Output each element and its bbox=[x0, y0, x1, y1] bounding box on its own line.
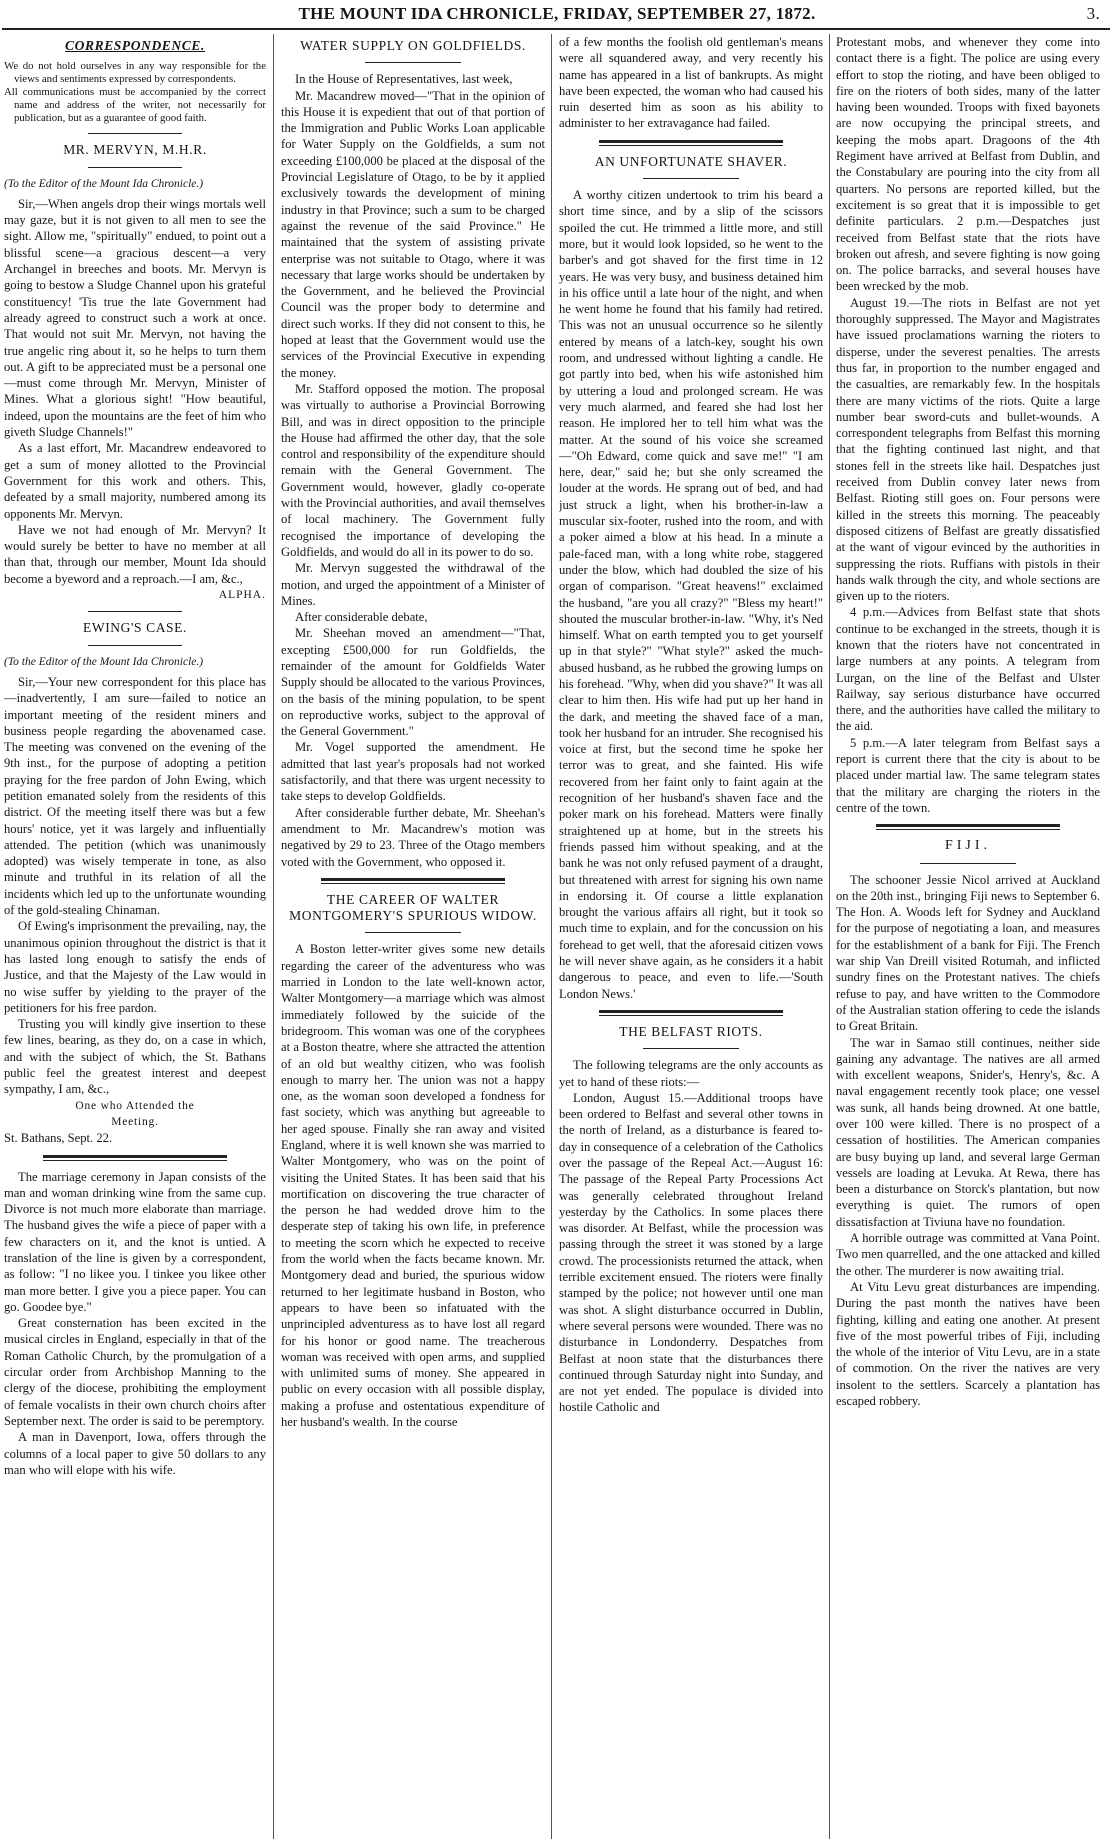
article-paragraph: In the House of Representatives, last week, bbox=[295, 72, 513, 87]
article-heading: THE BELFAST RIOTS. bbox=[619, 1023, 763, 1039]
article-paragraph: At Vitu Levu great disturbances are impending. During the past month the natives have been fighting, killing and eating one another. At present five of the most powerful tribes of Fiji, including the whole of the interior of Vitu Levu, are in a state of commotion. On the river the natives are very insolent to the settlers. Scarcely a plantation has escaped robbery. bbox=[836, 1279, 1100, 1409]
article-paragraph: After considerable debate, bbox=[295, 610, 428, 625]
masthead bbox=[0, 0, 1114, 28]
column-rule bbox=[273, 34, 274, 1839]
page-number: 3. bbox=[1086, 4, 1100, 23]
article-paragraph: 4 p.m.—Advices from Belfast state that shots continue to be exchanged in the streets, though it is known that the rioters have not concentrated in large numbers at any points. A telegram from Lurgan, on the line of the Belfast and Ulster Railway, say serious disturbance have occurred there, and the authorities have called the military to the aid. bbox=[836, 605, 1100, 734]
article-paragraph: London, August 15.—Additional troops have been ordered to Belfast and several other towns in the north of Ireland, as a disturbance is feared to-day in consequence of a celebration of the Catholics over the passage of the Repeal Act.—August 16: The passage of the Repeal Party Processions Act was generally celebrated throughout Ireland yesterday by the Catholics. In some places there was disorder. At Belfast, while the procession was passing through the street it was stoned by a large crowd. The processionists returned the attack, when terrible excitement ensued. The rioters were finally stamped by the police; not however until one man was shot. A slight disturbance occurred in Dublin, where several persons were wounded. There was no disturbance in Londonderry. Despatches from Belfast at noon state that the disturbances there continued through Saturday night into Sunday, and are not yet ended. The populace is divided into hostile Catholic and bbox=[559, 1090, 823, 1415]
article-paragraph: The marriage ceremony in Japan consists of the man and woman drinking wine from the same cup. Divorce is not much more elaborate than marriage. The husband gives the wife a piece of paper with a few characters on it, and the knot is untied. A translation of the line is given by a correspondent, as follow: "I no likee you. I tinkee you likee other man more better. I give you a piece paper. You can go. Goodee bye." bbox=[4, 1169, 266, 1314]
article-heading: AN UNFORTUNATE SHAVER. bbox=[594, 153, 788, 169]
signature: One who Attended the bbox=[75, 1099, 195, 1112]
column-2 bbox=[281, 34, 545, 1839]
article-paragraph: A Boston letter-writer gives some new details regarding the career of the adventuress who was married in London to the late well-known actor, Walter Montgomery—a marriage which was almost immediately followed by the suicide of the bridegroom. This woman was one of the coryphees at a Boston theatre, where she attracted the attention of an old but wealthy citizen, who was foolish enough to marry her. The union was not a happy one, as the woman soon developed a fondness for fast society, which was anything but agreeable to her aged spouse. Finally she ran away and visited England, where it is well known she was married to Walter Montgomery, who was on the point of visiting the United States. It has been said that his mortification on discovering the true character of the person he had wedded drove him to the desperate step of taking his own life, in preference to meeting the scorn which he expected to receive from the world when the facts became known. Mr. Montgomery dead and buried, the spurious widow returned to her legitimate husband in Boston, who appears to have been so infatuated with the unprincipled adventuress as to have lost all regard for his honor or good name. The treacherous woman was received with open arms, and supplied with unlimited sums of money. She appeared in public on every occasion with all possible display, making a profuse and ostentatious expenditure of her husband's wealth. In the course bbox=[281, 942, 545, 1430]
divider bbox=[643, 1048, 738, 1049]
article-paragraph: Have we not had enough of Mr. Mervyn? It would surely be better to have no member at all than that, through our member, Mount Ida should become a byeword and a reproach.—I am, &c., bbox=[4, 522, 266, 586]
column-3 bbox=[559, 34, 823, 1839]
article-heading: WATER SUPPLY ON GOLDFIELDS. bbox=[300, 38, 526, 53]
article-heading: THE CAREER OF WALTER MONTGOMERY'S SPURIOUS WIDOW. bbox=[289, 891, 537, 924]
signature: Meeting. bbox=[111, 1115, 159, 1128]
column-1 bbox=[4, 34, 266, 1839]
article-paragraph: The following telegrams are the only accounts as yet to hand of these riots:— bbox=[559, 1058, 823, 1089]
notice-communications: All communications must be accompanied by the correct name and address of the writer, not necessarily for publication, but as a guarantee of good faith. bbox=[4, 86, 266, 125]
divider bbox=[365, 62, 460, 63]
article-paragraph: A worthy citizen undertook to trim his beard a short time since, and by a slip of the scissors spoiled the cut. He trimmed a little more, and still more, but it would look lopsided, so he went to the barber's and got shaved for the first time in 12 years. He was very busy, and business detained him in his office until a late hour of the night, and when he went home he found that his family had retired. This was not an unusual occurrence so he silently entered by means of a latch-key, sought his own room, and undressed without lighting a candle. He got partly into bed, when his wife astonished him by uttering a loud and prolonged scream. He was very much alarmed, and feared she had lost her reason. He implored her to tell him what was the matter. At the sound of his voice she screamed—"Oh Edward, come quick and save me!" "I am here, dear," said he; but she only screamed the louder at the words. He sprang out of bed, and had just struck a light, when his brother-in-law a muscular six-footer, rushed into the room, and with a poker aimed a blow at his head. In a minute a pale-faced man, with a long white robe, staggered under the blow, which had doubled the size of his organ of comparison. "Great heavens!" exclaimed the husband, "are you all crazy?" "Bless my heart!" shouted the muscular brother-in-law. "Why, it's Ned himself. What on earth tempted you to get yourself up in that style?" "What style?" asked the much-abused husband, as he rubbed the growing lumps on his forehead. "Why, when did you shave?" It was all clear to him then. His wife had put up her hand in the dark, and meeting the shaved face of a man, took her husband for an intruder. She recognised his voice at first, but the second time he spoke her terror was to great, and she fainted. His wife recovered from her faint only to faint again at the recognition of her husband's shaven face and the poker mark on his forehead. Matters were finally straightened up at home, but in the streets his friends passed him without speaking, and at the bank he was not only refused payment of a draught, but threatened with arrest for signing his own name in endorsing it. Of course a little explanation brought the various affairs all right, but it took so much time to explain, and for the concussion on his forehead to get well, that the aforesaid citizen vows he will never shave again, as he considers it a habit dangerous to peace, and even to life.—'South London News.' bbox=[559, 188, 823, 1001]
divider bbox=[365, 932, 460, 933]
masthead-rule bbox=[2, 28, 1110, 30]
article-paragraph: As a last effort, Mr. Macandrew endeavored to get a sum of money allotted to the Provincial Government for this work and others. This, defeated by a small majority, numbered among its opponents Mr. Mervyn. bbox=[4, 441, 266, 521]
editorial-notice bbox=[4, 60, 266, 125]
to-editor-line: (To the Editor of the Mount Ida Chronicle.) bbox=[4, 177, 204, 190]
article-paragraph: Trusting you will kindly give insertion to these few lines, bearing, as they do, on a case in which, and with the subject of which, the St. Bathans public feel the greatest interest and deepest sympathy, I am, &c., bbox=[4, 1017, 266, 1097]
divider bbox=[88, 611, 182, 612]
article-paragraph: The war in Samao still continues, neither side gaining any advantage. The natives are all armed with excellent weapons, Snider's, Henry's, &c. A naval engagement recently took place; one vessel was sunk, all hands being drowned. At one battle, over 100 were killed. There is no prospect of a cessation of hostilities. The American companies are busy buying up land, and several large German vessels are loading at Levuka. At Rewa, there has been a disturbance on Storck's plantation, but now everything is quiet. The rumors of open dissatisfaction at Tiviuna have no foundation. bbox=[836, 1035, 1100, 1229]
divider bbox=[88, 167, 182, 168]
column-rule bbox=[829, 34, 830, 1839]
to-editor-line: (To the Editor of the Mount Ida Chronicle.) bbox=[4, 655, 204, 668]
dateline: St. Bathans, Sept. 22. bbox=[4, 1131, 113, 1146]
article-paragraph: A man in Davenport, Iowa, offers through the columns of a local paper to give 50 dollars to any man who will elope with his wife. bbox=[4, 1430, 266, 1477]
signature: ALPHA. bbox=[218, 589, 266, 602]
divider bbox=[43, 1155, 226, 1161]
article-heading: EWING'S CASE. bbox=[83, 620, 187, 636]
article-paragraph: Mr. Vogel supported the amendment. He admitted that last year's proposals had not worked satisfactorily, and that there was urgent necessity to take steps to develop Goldfields. bbox=[281, 740, 545, 804]
masthead-title: THE MOUNT IDA CHRONICLE, FRIDAY, SEPTEMBER 27, 1872. bbox=[298, 4, 816, 23]
article-paragraph: After considerable further debate, Mr. Sheehan's amendment to Mr. Macandrew's motion was negatived by 29 to 23. Three of the Otago members voted with the Government, who opposed it. bbox=[281, 805, 545, 869]
divider bbox=[876, 824, 1061, 830]
article-paragraph: August 19.—The riots in Belfast are not yet thoroughly suppressed. The Mayor and Magistrates have issued proclamations warning the rioters to disperse, under the severest penalties. The arrests thus far, in proportion to the number engaged and the casualties, are remarkably few. In the hospitals there are many victims of the riots. Quite a large number bear sword-cuts and bullet-wounds. A correspondent telegraphs from Belfast this morning that the fighting continued last night, and that stones fell in the streets like hail. Despatches just received from Dublin convey later news from Belfast. Rioting still goes on. Four persons were killed in the streets this morning. The peaceably disposed citizens of Belfast are greatly dissatisfied at the want of vigour evinced by the authorities in suppressing the riots. Ruffians with pistols in their hands walk through the city, and whole sections are given up to the rioters. bbox=[836, 295, 1100, 604]
divider bbox=[599, 140, 784, 146]
column-4 bbox=[836, 34, 1100, 1839]
article-heading: MR. MERVYN, M.H.R. bbox=[63, 142, 207, 158]
divider bbox=[599, 1010, 784, 1016]
article-paragraph: 5 p.m.—A later telegram from Belfast says a report is current there that the city is about to be placed under martial law. The same telegram states that the military are charging the rioters in the centre of the town. bbox=[836, 735, 1100, 815]
article-paragraph: Sir,—When angels drop their wings mortals well may gaze, but it is not given to all men to see the sight. Allow me, "spiritually" endued, to point out a blissful scene—a gracious descent—a very Archangel in breeches and boots. Mr. Mervyn is going to bestow a Sludge Channel upon his grateful constituency! 'Tis true the late Government had already agreed to construct such a work at once. That would not suit Mr. Mervyn, not having the true angelic ring about it, so he helps to turn them out. A gift to be appreciated must be a personal one—must come through Mr. Mervyn, Minister of Mines. What a glorious sight! "How beautiful, indeed, upon the mountains are the feet of him who giveth Sludge Channels!" bbox=[4, 196, 266, 440]
article-paragraph: Great consternation has been excited in the musical circles in England, especially in that of the Roman Catholic Church, by the promulgation of a circular order from Archbishop Manning to the clergy of the diocese, prohibiting the employment of female vocalists in their own church choirs after September next. The order is said to be peremptory. bbox=[4, 1316, 266, 1428]
article-paragraph: Mr. Stafford opposed the motion. The proposal was virtually to authorise a Provincial Borrowing Bill, and was in direct opposition to the principle the House had affirmed the other day, that the sole control and responsibility of the expenditure should remain with the General Government. The Government would, however, gladly co-operate with the Provincial authorities, and avail themselves of local machinery. The Government fully recognised the importance of developing the Goldfields, and would do all in its power to do so. bbox=[281, 381, 545, 559]
divider bbox=[88, 645, 182, 646]
article-paragraph: The schooner Jessie Nicol arrived at Auckland on the 20th inst., bringing Fiji news to September 6. The Hon. A. Woods left for Sydney and Auckland for the purpose of negotiating a loan, and measures for the establishment of a bank for Fiji. The French war ship Van Dreill visited Rotumah, and inflicted sundry fines on the Protestant natives. The chiefs refuse to pay, and have written to the Commodore of the Australian station offering to cede the islands to Great Britain. bbox=[836, 872, 1100, 1034]
article-paragraph: Sir,—Your new correspondent for this place has—inadvertently, I am sure—failed to notice an important meeting of the resident miners and business people regarding the abovenamed case. The meeting was convened on the evening of the 9th inst., for the purpose of adopting a petition praying for the free pardon of John Ewing, which petition emanated solely from the residents of this district. Of the meeting itself there was but a few hours' notice, yet it was largely and influentially attended. The petition (which was unanimously adopted) was wisely temperate in tone, as also minute and truthful in its relation of all the incidents which led up to the unfortunate wounding of the gold-stealing Chinaman. bbox=[4, 674, 266, 918]
divider bbox=[643, 178, 738, 179]
article-paragraph: of a few months the foolish old gentleman's means were all squandered away, and very recently his name has appeared in a list of bankrupts. As might have been expected, the woman who had caused his ruin deserted him as soon as his ability to administer to her extravagance had failed. bbox=[559, 35, 823, 131]
article-paragraph: Mr. Mervyn suggested the withdrawal of the motion, and urged the appointment of a Minister of Mines. bbox=[281, 561, 545, 608]
article-paragraph: A horrible outrage was committed at Vana Point. Two men quarrelled, and the one attacked and killed the other. The murderer is now awaiting trial. bbox=[836, 1231, 1100, 1278]
article-paragraph: Of Ewing's imprisonment the prevailing, nay, the unanimous opinion throughout the district is that it has lasted long enough to satisfy the ends of Justice, and that the Majesty of the Law would in no wise suffer by yielding to the prayer of the petitioners for his free pardon. bbox=[4, 919, 266, 1015]
column-rule bbox=[551, 34, 552, 1839]
notice-views: We do not hold ourselves in any way responsible for the views and sentiments expressed by correspondents. bbox=[4, 60, 266, 86]
divider bbox=[321, 878, 506, 884]
article-paragraph: Protestant mobs, and whenever they come into contact there is a fight. The police are using every effort to stop the rioting, and have been obliged to fire on the rioters of both sides, many of the latter having been wounded. Troops with fixed bayonets are now occupying the principal streets, and keeping the mobs apart. Dragoons of the 4th Regiment have arrived at Belfast from Dublin, and the Constabulary are pouring into the city from all quarters. No persons are reported killed, but the excitement is so great that it is impossible to get definite particulars. 2 p.m.—Despatches just received from Belfast state that the riots have broken out afresh, and severe fighting is now going on. The police barracks, and several houses have been wrecked by the mob. bbox=[836, 35, 1100, 294]
article-paragraph: Mr. Macandrew moved—"That in the opinion of this House it is expedient that out of that portion of the Immigration and Public Works Loan applicable for Water Supply on the Goldfields, a sum not exceeding £100,000 be placed at the disposal of the Provincial Legislature of Otago, to be by it applied exclusively towards the development of mining industry in that Province; such a sum to be charged against the revenue of the said Province." He maintained that the system of assisting private enterprise was not suitable to Otago, where it was necessary that large works should be undertaken by the Government, and he believed the Provincial Council was the proper body to determine and direct such works. If they did not consent to this, he hoped at least that the Government would use the services of the Provincial Executive in expending the money. bbox=[281, 88, 545, 380]
divider bbox=[88, 133, 182, 134]
article-heading: FIJI. bbox=[944, 838, 992, 854]
divider bbox=[920, 863, 1015, 864]
article-paragraph: Mr. Sheehan moved an amendment—"That, excepting £500,000 for run Goldfields, the remainder of the amount for Goldfields Water Supply should be allocated to the various Provinces, on the basis of the mining population, to be spent on reproductive works, subject to the approval of the General Government." bbox=[281, 626, 545, 739]
correspondence-heading: CORRESPONDENCE. bbox=[65, 38, 205, 53]
